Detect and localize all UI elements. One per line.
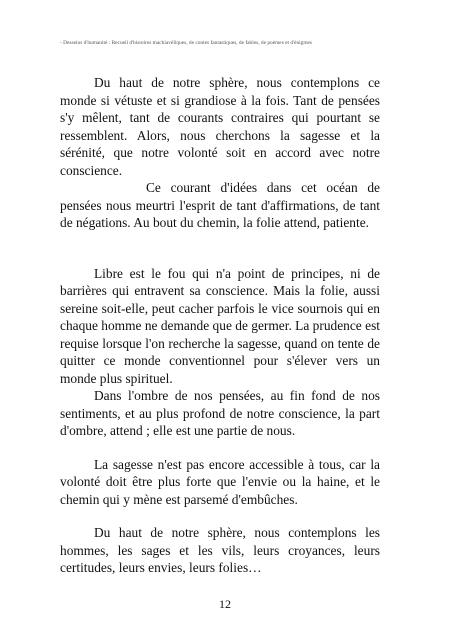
paragraph-current-of-ideas: Ce courant d'idées dans cet océan de pensées nous meurtri l'esprit de tant d'affirmations, de tant de négations. Au bout du chemin, la folie attend, patiente. (60, 180, 380, 230)
paragraph-sphere-men: Du haut de notre sphère, nous contemplons les hommes, les sages et les vils, leurs croyances, leurs certitudes, leurs envies, leurs folies… (60, 525, 380, 575)
page-number: 12 (219, 597, 231, 611)
paragraph-wisdom-accessible: La sagesse n'est pas encore accessible à tous, car la volonté doit être plus forte que l'envie ou la haine, et le chemin qui y mène est parsemé d'embûches. (60, 456, 380, 507)
paragraph-sphere-world: Du haut de notre sphère, nous contemplons ce monde si vétuste et si grandiose à la fois. Tant de pensées s'y mêlent, tant de courants contraires qui pourtant se ressemblent. Alors, nous cherchons la sagesse et la sérénité, que notre volonté soit en accord avec notre conscience. (60, 75, 380, 178)
paragraph-free-fool: Libre est le fou qui n'a point de principes, ni de barrières qui entravent sa conscience. Mais la folie, aussi sereine soit-elle, peut cacher parfois le vice sournois qui en chaque homme ne demande que de germer. La prudence est requise lorsque l'on recherche la sagesse, quand on tente de quitter ce monde conventionnel pour s'élever vers un monde plus spirituel. (60, 265, 380, 386)
running-header: - Desseins d'humanité : Recueil d'histoires machiavéliques, de contes fantastiques, de fables, de poèmes et d'énigmes (60, 40, 313, 46)
body-text (60, 74, 380, 577)
paragraph-shadow-of-thoughts: Dans l'ombre de nos pensées, au fin fond de nos sentiments, et au plus profond de notre conscience, la part d'ombre, attend ; elle est une partie de nous. (60, 388, 380, 438)
